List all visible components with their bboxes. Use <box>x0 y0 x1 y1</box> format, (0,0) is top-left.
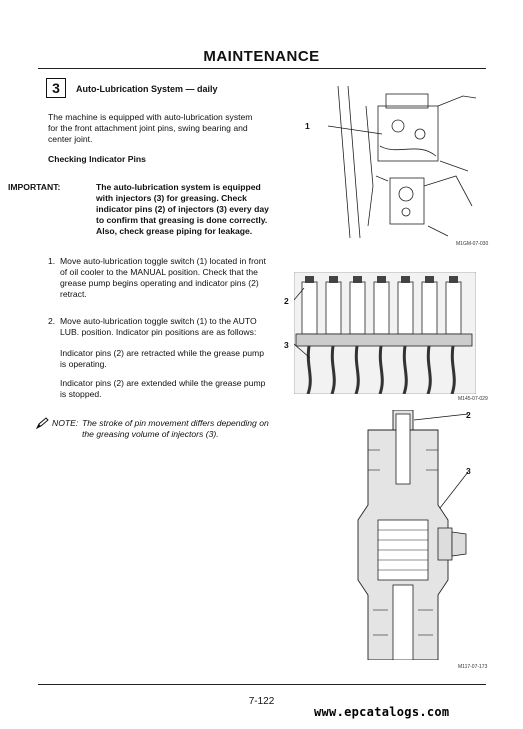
callout-2: 2 <box>466 410 471 420</box>
figure-code: M117-07-173 <box>458 664 488 670</box>
note-label: NOTE: <box>52 418 79 428</box>
header-rule <box>38 68 486 69</box>
step-2-number: 2. <box>48 316 56 326</box>
pencil-icon <box>36 417 50 429</box>
callout-1: 1 <box>305 121 310 131</box>
intro-paragraph: The machine is equipped with auto-lubrication system for the front attachment joint pins, swing bearing and center joint. <box>48 112 253 144</box>
important-text: The auto-lubrication system is equipped with injectors (3) for greasing. Check indicator pins (2) of injectors (3) every day to confirm that greasing is done correctly. Also, check grease piping for leakage. <box>96 182 269 236</box>
page-number: 7-122 <box>248 696 275 707</box>
note-text: The stroke of pin movement differs depending on the greasing volume of injectors (3). <box>82 418 269 439</box>
pins-retracted-text: Indicator pins (2) are retracted while the grease pump is operating. <box>60 348 264 369</box>
figure-injector-manifold <box>294 272 476 394</box>
pins-extended-text: Indicator pins (2) are extended while the grease pump is stopped. <box>60 378 266 399</box>
watermark-link[interactable]: www.epcatalogs.com <box>314 705 450 719</box>
sub-heading: Checking Indicator Pins <box>48 154 146 164</box>
figure-code: M145-07-029 <box>458 396 488 402</box>
callout-2: 2 <box>284 296 289 306</box>
step-2-text: Move auto-lubrication toggle switch (1) to the AUTO LUB. position. Indicator pin positions are as follows: <box>60 316 257 337</box>
figure-code: M1GM-07-030 <box>456 241 489 247</box>
step-1-text: Move auto-lubrication toggle switch (1) located in front of oil cooler to the MANUAL position. Check that the grease pump begins operating and indicator pins (2) retract. <box>60 256 266 299</box>
callout-3: 3 <box>284 340 289 350</box>
step-1-number: 1. <box>48 256 56 266</box>
figure-toggle-switch <box>328 86 478 238</box>
section-title: Auto-Lubrication System — daily <box>76 84 218 94</box>
page-title: MAINTENANCE <box>203 48 320 65</box>
important-label: IMPORTANT: <box>8 182 61 192</box>
footer-rule <box>38 684 486 685</box>
section-number: 3 <box>46 78 66 98</box>
figure-injector-section <box>338 410 468 660</box>
callout-3: 3 <box>466 466 471 476</box>
